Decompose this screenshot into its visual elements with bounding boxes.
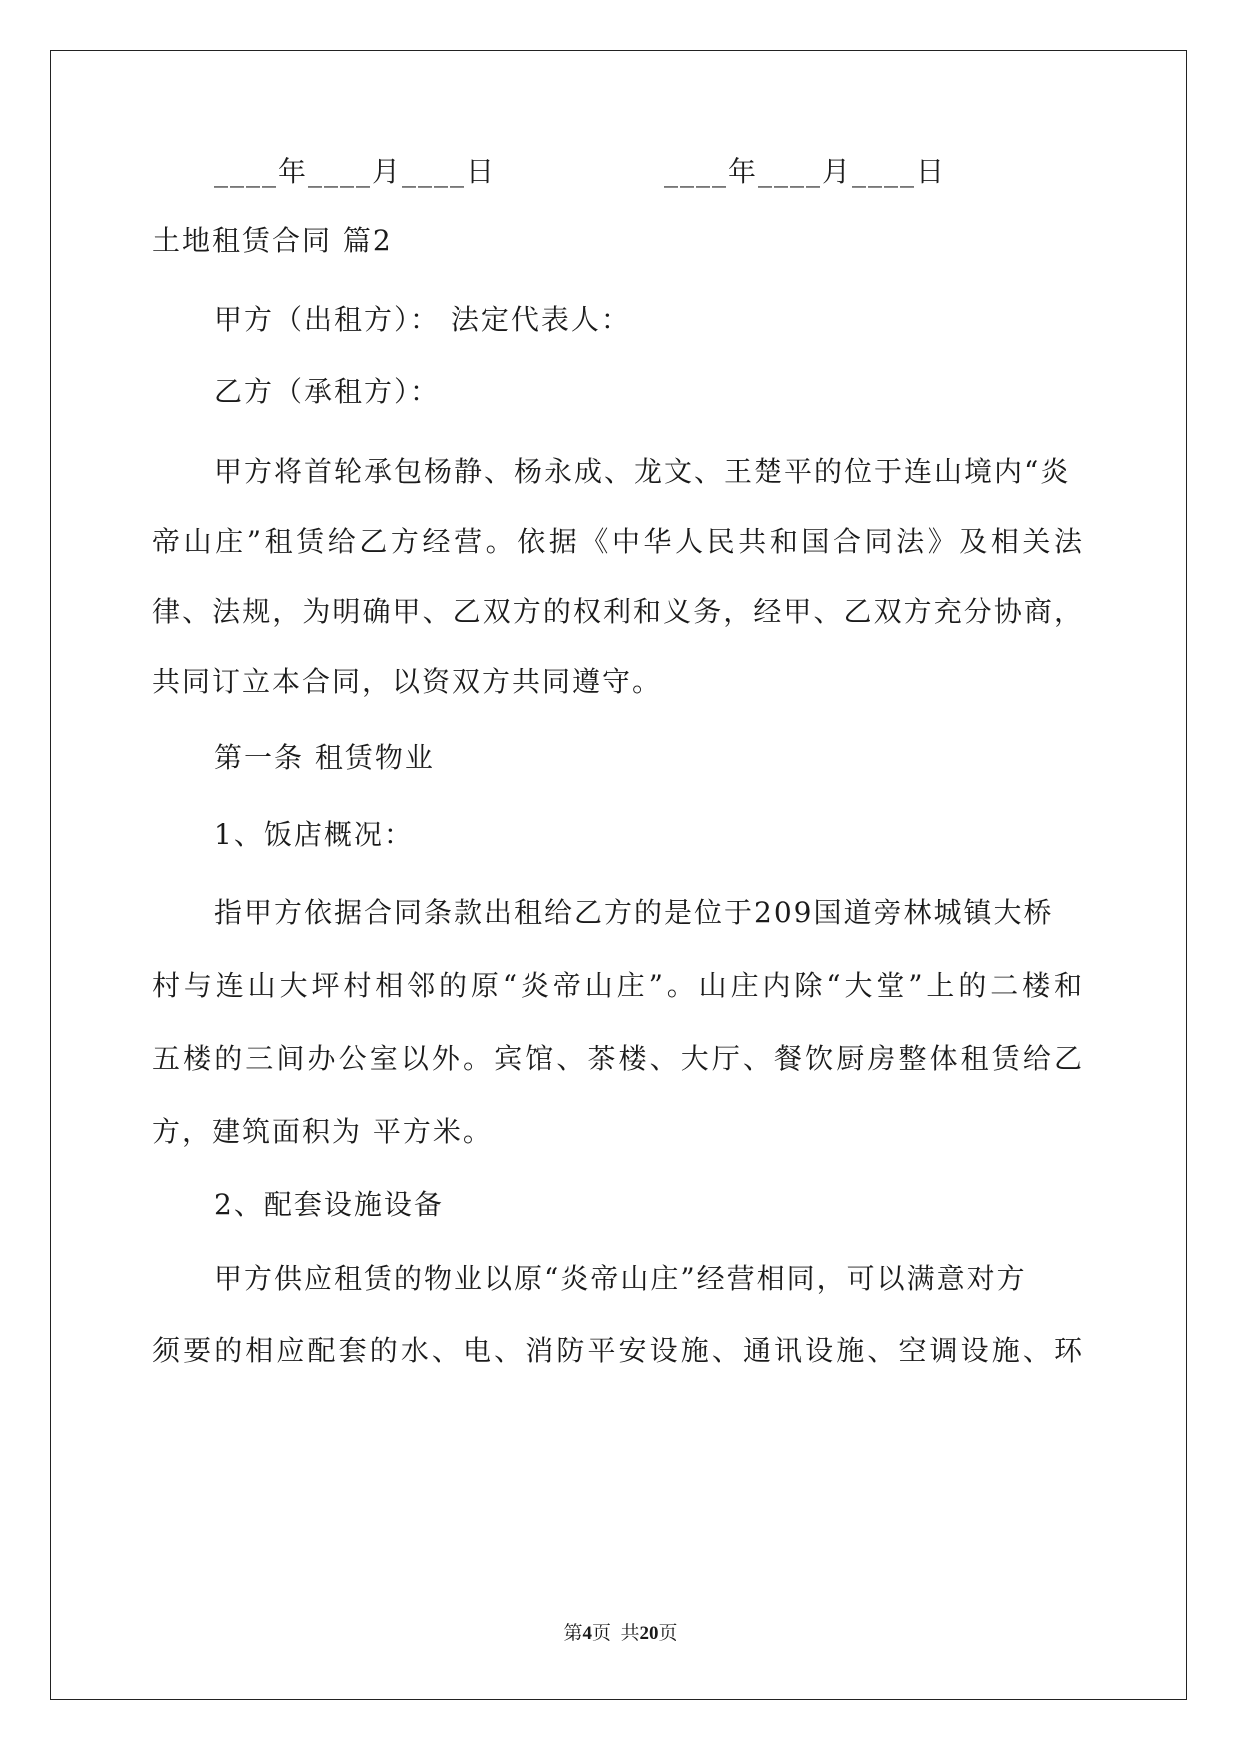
item-2-line-1: 甲方供应租赁的物业以原“炎帝山庄”经营相同，可以满意对方 [214, 1262, 1027, 1295]
total-page-count: 20 [639, 1623, 659, 1644]
item-1-line-1: 指甲方依据合同条款出租给乙方的是位于209国道旁林城镇大桥 [214, 896, 1054, 929]
current-page-number: 4 [582, 1623, 592, 1644]
item-2-line-2: 须要的相应配套的水、电、消防平安设施、通讯设施、空调设施、环 [152, 1334, 1082, 1367]
signature-date-right: ____年____月____日 [664, 155, 947, 188]
article-1-title: 第一条 租赁物业 [214, 741, 435, 774]
footer-prefix: 第 [563, 1623, 583, 1644]
item-1-line-2: 村与连山大坪村相邻的原“炎帝山庄”。山庄内除“大堂”上的二楼和 [152, 969, 1082, 1002]
intro-line-2: 帝山庄”租赁给乙方经营。依据《中华人民共和国合同法》及相关法 [152, 525, 1082, 558]
item-1-title: 1、饭店概况： [214, 818, 414, 851]
section-heading: 土地租赁合同 篇2 [152, 224, 393, 257]
page-number-footer [0, 1621, 1241, 1647]
footer-suffix: 页 [658, 1623, 678, 1644]
intro-line-4: 共同订立本合同，以资双方共同遵守。 [152, 665, 663, 698]
item-1-line-4: 方，建筑面积为 平方米。 [152, 1115, 493, 1148]
item-1-line-3: 五楼的三间办公室以外。宾馆、茶楼、大厅、餐饮厨房整体租赁给乙 [152, 1042, 1082, 1075]
party-a-line: 甲方（出租方）： 法定代表人： [214, 303, 631, 336]
signature-date-left: ____年____月____日 [214, 155, 497, 188]
item-2-title: 2、配套设施设备 [214, 1188, 444, 1221]
intro-line-3: 律、法规，为明确甲、乙双方的权利和义务，经甲、乙双方充分协商， [152, 595, 1082, 628]
party-b-line: 乙方（承租方）： [214, 375, 441, 408]
intro-line-1: 甲方将首轮承包杨静、杨永成、龙文、王楚平的位于连山境内“炎 [214, 455, 1071, 488]
page-border [50, 50, 1187, 1700]
footer-mid: 页 共 [591, 1623, 640, 1644]
